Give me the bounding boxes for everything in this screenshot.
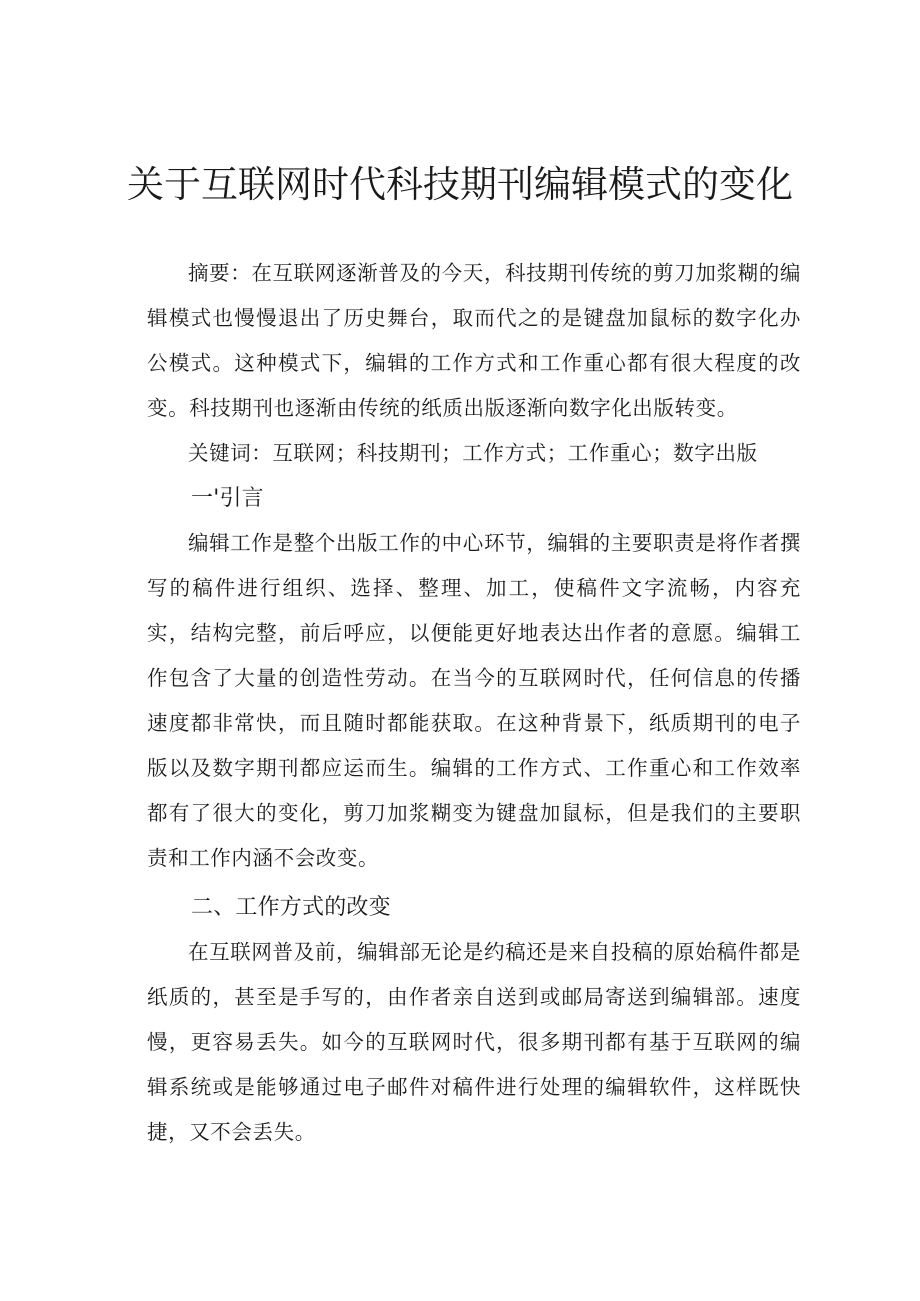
section-paragraph-work-method: 在互联网普及前，编辑部无论是约稿还是来自投稿的原始稿件都是纸质的，甚至是手写的，由作者亲自送到或邮局寄送到编辑部。速度慢，更容易丢失。如今的互联网时代，很多期刊都有基于互联网的编辑系统或是能够通过电子邮件对稿件进行处理的编辑软件，这样既快捷，又不会丢失。 [147, 940, 801, 1144]
abstract-paragraph: 摘要：在互联网逐渐普及的今天，科技期刊传统的剪刀加浆糊的编辑模式也慢慢退出了历史舞台，取而代之的是键盘加鼠标的数字化办公模式。这种模式下，编辑的工作方式和工作重心都有很大程度的改变。科技期刊也逐渐由传统的纸质出版逐渐向数字化出版转变。 [147, 261, 801, 420]
section-heading-introduction: 一'引言 [191, 486, 264, 511]
section-heading-work-method: 二、工作方式的改变 [191, 895, 391, 920]
document-body [147, 251, 801, 1155]
section-paragraph-introduction: 编辑工作是整个出版工作的中心环节，编辑的主要职责是将作者撰写的稿件进行组织、选择、整理、加工，使稿件文字流畅，内容充实，结构完整，前后呼应，以便能更好地表达出作者的意愿。编辑工作包含了大量的创造性劳动。在当今的互联网时代，任何信息的传播速度都非常快，而且随时都能获取。在这种背景下，纸质期刊的电子版以及数字期刊都应运而生。编辑的工作方式、工作重心和工作效率都有了很大的变化，剪刀加浆糊变为键盘加鼠标，但是我们的主要职责和工作内涵不会改变。 [147, 531, 801, 870]
document-title: 关于互联网时代科技期刊编辑模式的变化 [127, 163, 793, 206]
keywords-line: 关键词：互联网；科技期刊；工作方式；工作重心；数字出版 [188, 441, 758, 465]
